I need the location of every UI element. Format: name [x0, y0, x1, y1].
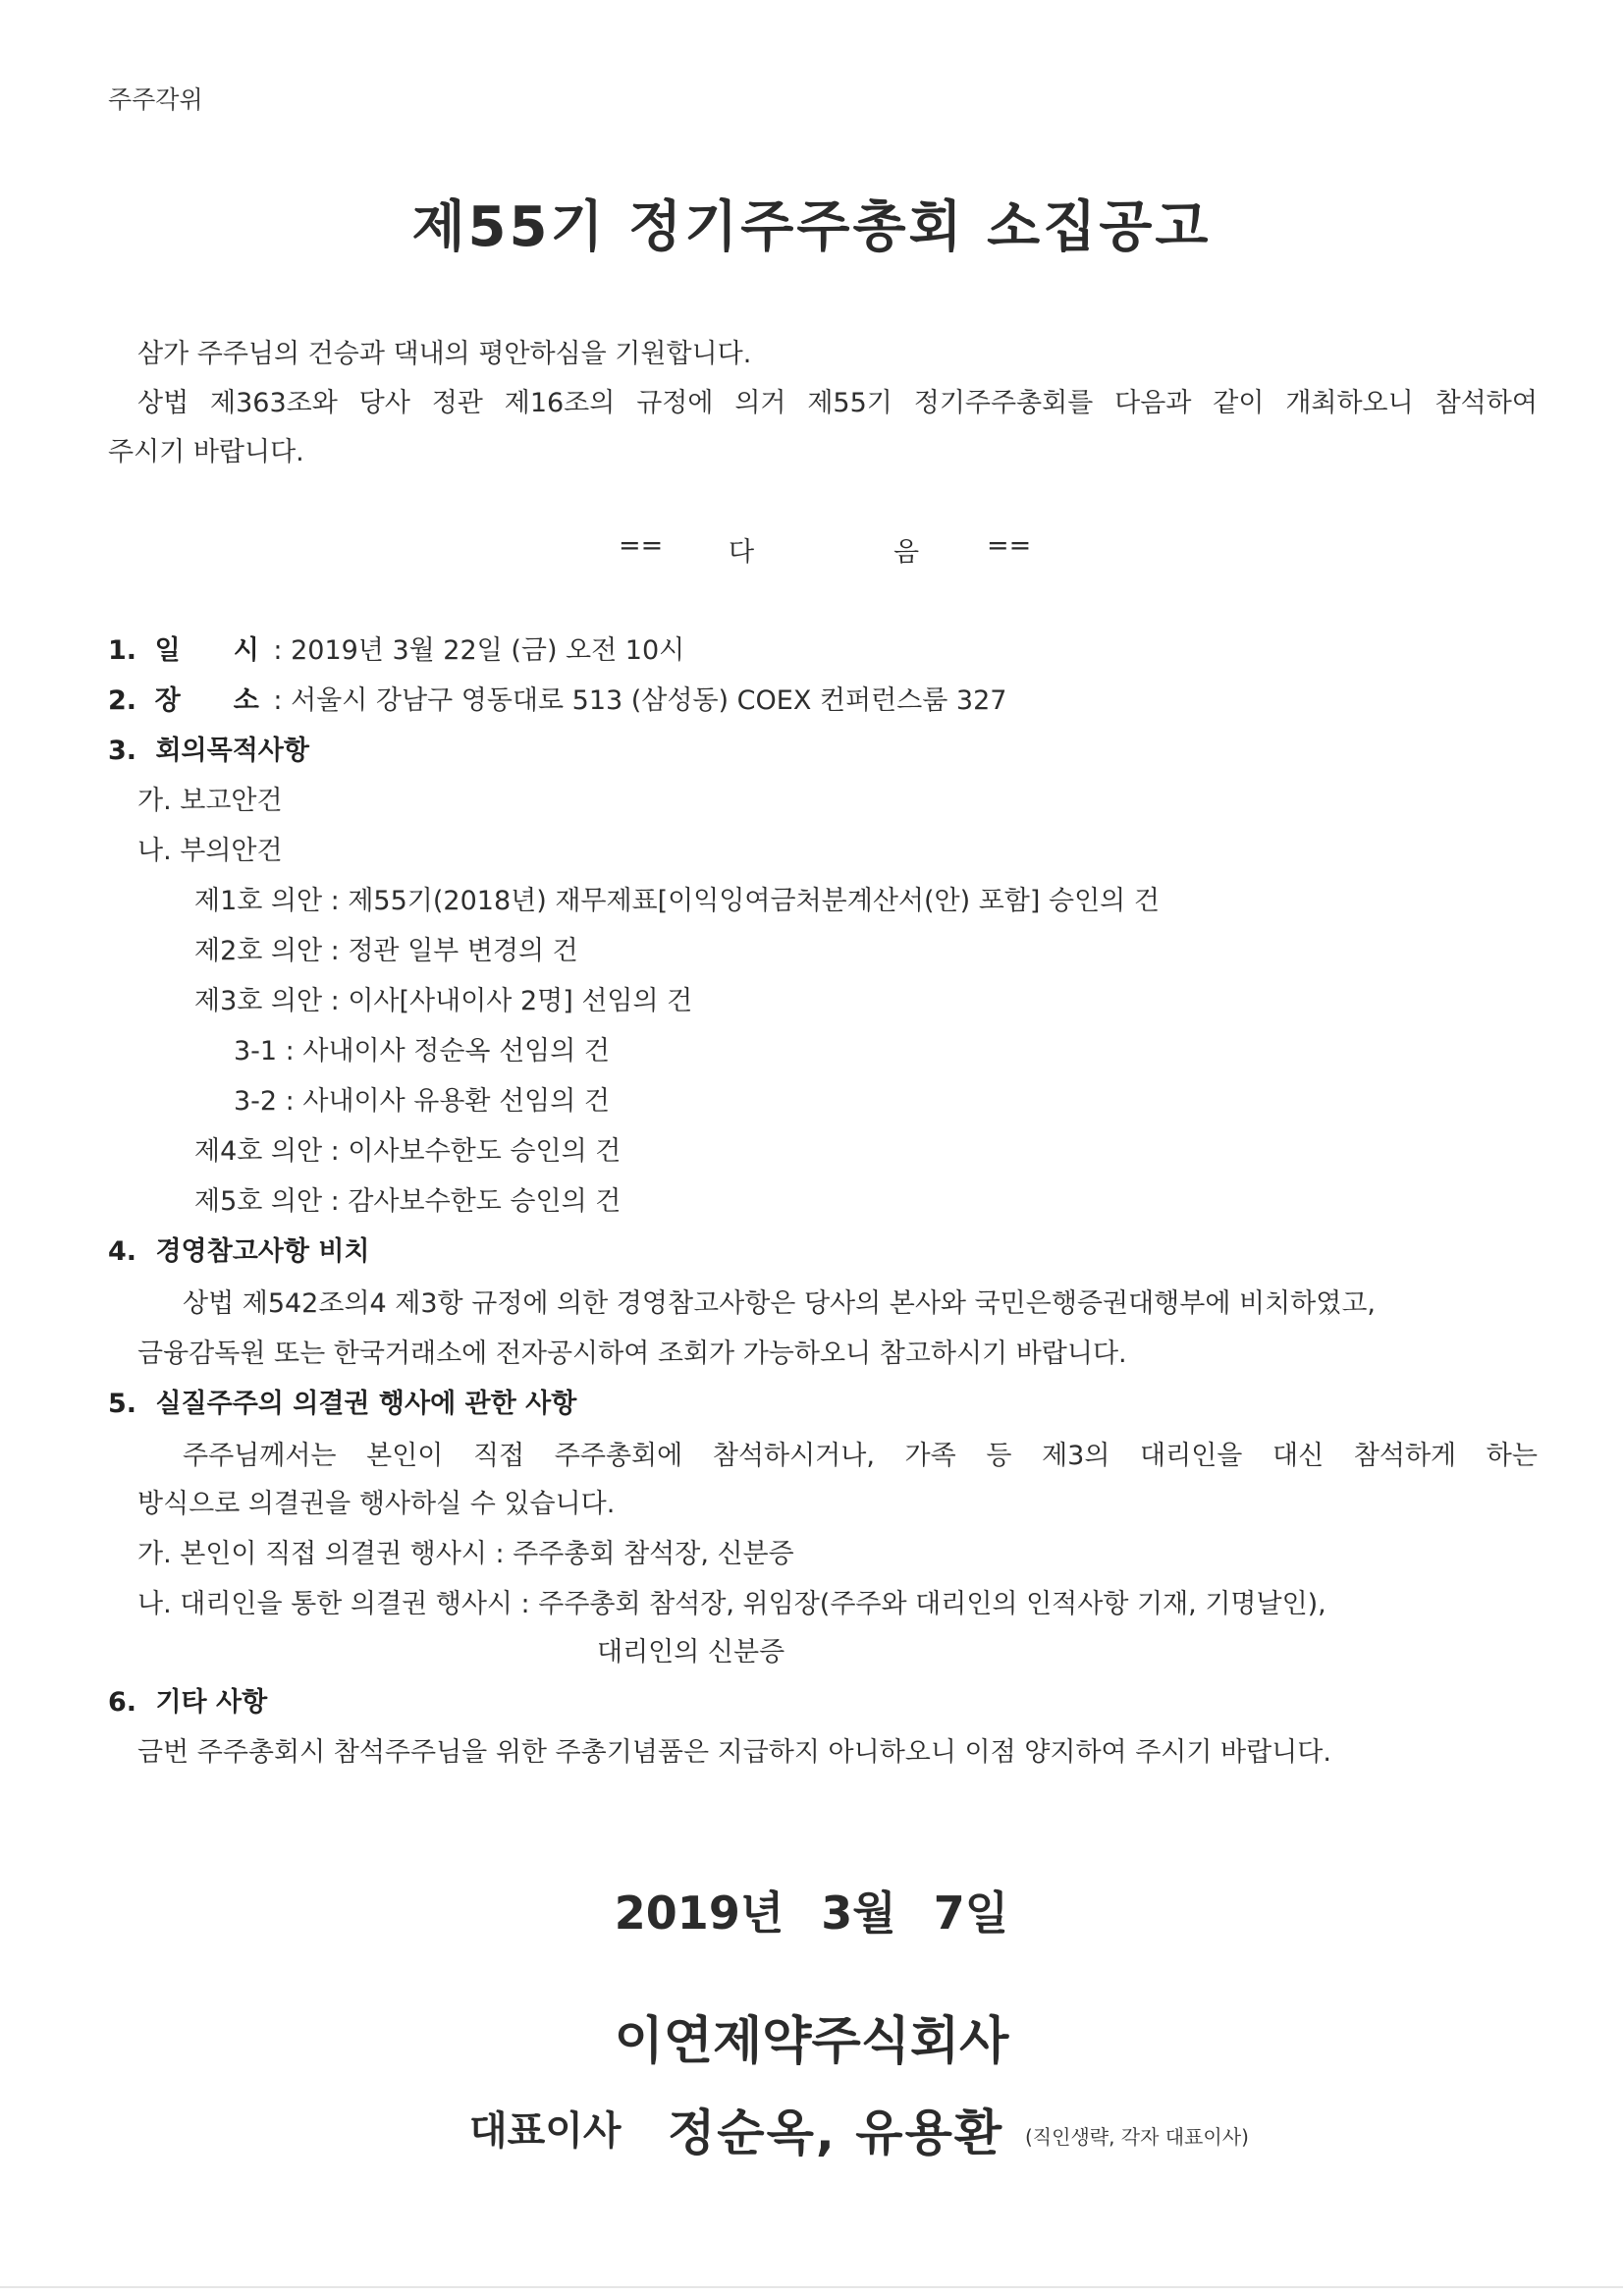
company-name: 이연제약주식회사 — [614, 2012, 1009, 2071]
item-6-label: 기타 사항 — [155, 1687, 268, 1718]
word: 직접 — [473, 1441, 525, 1471]
item-2-label: 장 소 — [154, 685, 259, 716]
word: 정관 — [431, 388, 483, 418]
word: 제55기 — [807, 388, 893, 418]
item-3-heading — [108, 729, 309, 767]
representative-title: 대표이사 — [469, 2108, 622, 2154]
item-1-number: 1. — [108, 635, 137, 666]
word: 제16조의 — [504, 388, 616, 418]
intro-line-2: 주시기 바랍니다. — [108, 437, 304, 467]
addressee: 주주각위 — [108, 85, 203, 114]
item-4-line-1: 상법 제542조의4 제3항 규정에 의한 경영참고사항은 당사의 본사와 국민은행증권대행부에 비치하였고, — [183, 1288, 1376, 1319]
notice-date: 2019년 3월 7일 — [614, 1886, 1009, 1940]
item-1-label: 일 시 — [154, 635, 259, 666]
word: 당사 — [358, 388, 410, 418]
word: 등 — [986, 1441, 1012, 1471]
item-5-line-4: 나. 대리인을 통한 의결권 행사시 : 주주총회 참석장, 위임장(주주와 대리인의 인적사항 기재, 기명날인), — [137, 1589, 1326, 1619]
item-5-number: 5. — [108, 1389, 137, 1419]
item-5-line-3: 가. 본인이 직접 의결권 행사시 : 주주총회 참석장, 신분증 — [137, 1539, 794, 1569]
word: 제3의 — [1042, 1441, 1110, 1471]
word: 제363조와 — [210, 388, 338, 418]
separator-right: == — [987, 530, 1032, 561]
word: 참석하게 — [1353, 1441, 1457, 1471]
word: 본인이 — [366, 1441, 444, 1471]
item-5-line-2: 방식으로 의결권을 행사하실 수 있습니다. — [137, 1489, 616, 1519]
intro-line-1 — [137, 381, 1538, 419]
word: 개최하오니 — [1285, 388, 1414, 418]
word: 같이 — [1213, 388, 1265, 418]
word: 정기주주총회를 — [913, 388, 1094, 418]
agenda-item: 제3호 의안 : 이사[사내이사 2명] 선임의 건 — [194, 986, 693, 1016]
word: 상법 — [137, 388, 189, 418]
item-1-text: : 2019년 3월 22일 (금) 오전 10시 — [273, 635, 685, 666]
item-3-label: 회의목적사항 — [155, 736, 309, 766]
word: 대신 — [1271, 1441, 1325, 1471]
item-6-line-1: 금번 주주총회시 참석주주님을 위한 주총기념품은 지급하지 아니하오니 이점 양지하여 주시기 바랍니다. — [137, 1737, 1331, 1768]
item-4-number: 4. — [108, 1236, 137, 1267]
agenda-item: 제5호 의안 : 감사보수한도 승인의 건 — [194, 1186, 622, 1217]
document-title: 제55기 정기주주총회 소집공고 — [411, 195, 1212, 259]
agenda-item: 제1호 의안 : 제55기(2018년) 재무제표[이익잉여금처분계산서(안) 포함] 승인의 건 — [194, 886, 1160, 916]
item-1 — [108, 629, 684, 667]
word: 참석하여 — [1434, 388, 1538, 418]
agenda-subitem: 3-2 : 사내이사 유용환 선임의 건 — [234, 1086, 611, 1117]
page-bottom-edge — [0, 2286, 1623, 2288]
greeting: 삼가 주주님의 건승과 댁내의 평안하심을 기원합니다. — [137, 339, 752, 369]
item-3-number: 3. — [108, 736, 137, 766]
separator-left: == — [619, 530, 664, 561]
word: 주주님께서는 — [183, 1441, 337, 1471]
seal-note: (직인생략, 각자 대표이사) — [1025, 2125, 1249, 2149]
word: 하는 — [1486, 1441, 1538, 1471]
item-2-number: 2. — [108, 685, 137, 716]
report-agenda: 가. 보고안건 — [137, 786, 283, 816]
resolution-agenda: 나. 부의안건 — [137, 836, 283, 866]
item-6-heading — [108, 1680, 267, 1719]
word: 의거 — [734, 388, 786, 418]
separator-word-1: 다 — [729, 537, 755, 568]
item-5-label: 실질주주의 의결권 행사에 관한 사항 — [155, 1389, 577, 1419]
item-2-text: : 서울시 강남구 영동대로 513 (삼성동) COEX 컨퍼런스룸 327 — [273, 685, 1007, 716]
word: 다음과 — [1114, 388, 1192, 418]
item-5-line-5: 대리인의 신분증 — [597, 1637, 785, 1667]
word: 규정에 — [636, 388, 714, 418]
item-4-heading — [108, 1230, 370, 1268]
word: 주주총회에 — [554, 1441, 683, 1471]
item-4-line-2: 금융감독원 또는 한국거래소에 전자공시하여 조회가 가능하오니 참고하시기 바랍니다. — [137, 1339, 1127, 1369]
word: 참석하시거나, — [712, 1441, 875, 1471]
item-5-line-1 — [183, 1434, 1538, 1472]
item-6-number: 6. — [108, 1687, 137, 1718]
agenda-item: 제2호 의안 : 정관 일부 변경의 건 — [194, 936, 578, 966]
separator-word-2: 음 — [893, 537, 920, 568]
item-2 — [108, 679, 1006, 717]
agenda-subitem: 3-1 : 사내이사 정순옥 선임의 건 — [234, 1036, 611, 1066]
item-5-heading — [108, 1382, 576, 1420]
item-4-label: 경영참고사항 비치 — [155, 1236, 370, 1267]
word: 대리인을 — [1140, 1441, 1243, 1471]
word: 가족 — [904, 1441, 956, 1471]
agenda-item: 제4호 의안 : 이사보수한도 승인의 건 — [194, 1136, 622, 1167]
representative-names: 정순옥, 유용환 — [668, 2105, 1004, 2161]
